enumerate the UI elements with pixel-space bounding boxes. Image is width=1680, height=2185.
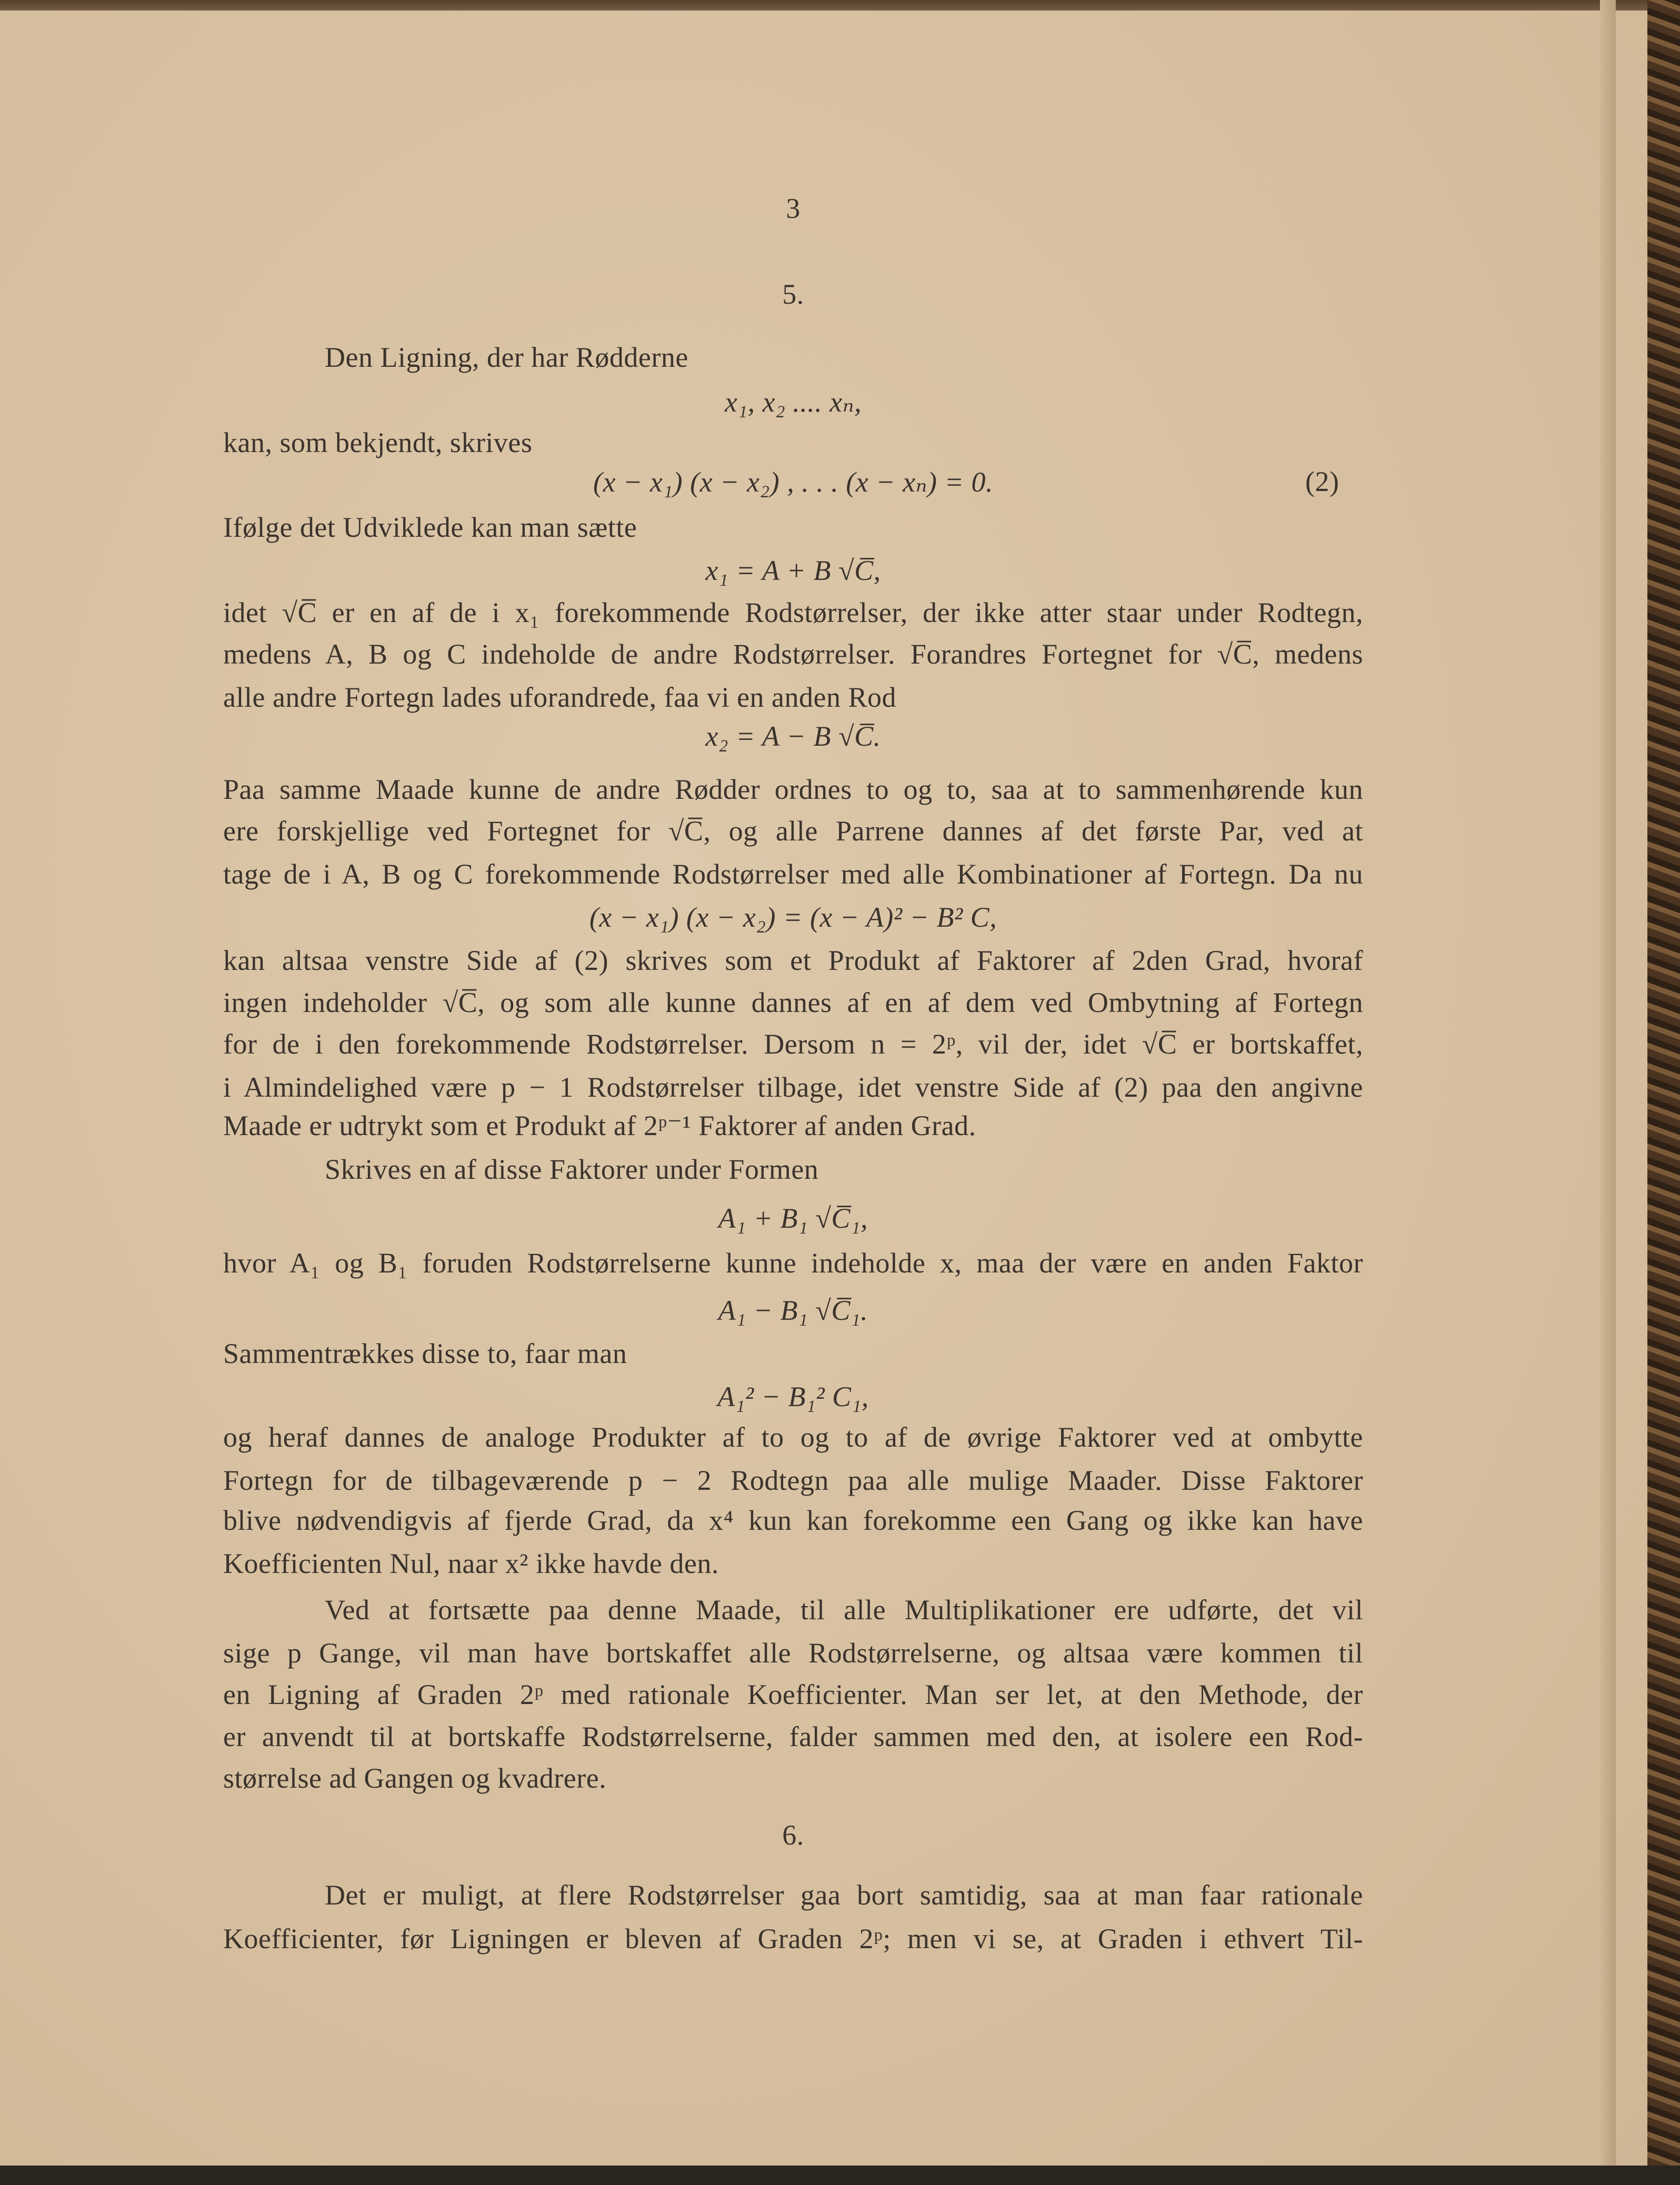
text-line: blive nødvendigvis af fjerde Grad, da x⁴ kun kan forekomme een Gang og ikke kan have: [223, 1505, 1363, 1536]
text-line: Fortegn for de tilbageværende p − 2 Rodtegn paa alle mulige Maader. Disse Faktorer: [223, 1465, 1363, 1496]
page-edge: [1600, 0, 1616, 2185]
text-line: Paa samme Maade kunne de andre Rødder ordnes to og to, saa at to sammenhørende kun: [223, 774, 1363, 805]
text-line: for de i den forekommende Rodstørrelser. Dersom n = 2ᵖ, vil der, idet √C̅ er bortskaffet,: [223, 1028, 1363, 1060]
display-equation: x₁ = A + B √C̅,: [705, 555, 881, 586]
section-heading-5: 5.: [782, 278, 804, 310]
text-line: Maade er udtrykt som et Produkt af 2ᵖ⁻¹ Faktorer af anden Grad.: [223, 1110, 976, 1141]
text-line: kan altsaa venstre Side af (2) skrives som et Produkt af Faktorer af 2den Grad, hvoraf: [223, 945, 1363, 976]
text-line: ere forskjellige ved Fortegnet for √C̅, og alle Parrene dannes af det første Par, ved at: [223, 815, 1363, 847]
text-line: og heraf dannes de analoge Produkter af to og to af de øvrige Faktorer ved at ombytte: [223, 1421, 1363, 1453]
display-equation: (x − x₁) (x − x₂) = (x − A)² − B² C,: [589, 901, 997, 933]
text-line: Sammentrækkes disse to, faar man: [223, 1338, 627, 1369]
display-equation: A₁² − B₁² C₁,: [717, 1381, 869, 1412]
text-line: Ifølge det Udviklede kan man sætte: [223, 512, 637, 543]
text-line: sige p Gange, vil man have bortskaffet alle Rodstørrelserne, og altsaa være kommen til: [223, 1637, 1363, 1669]
display-equation: (x − x₁) (x − x₂) , . . . (x − xₙ) = 0.: [593, 466, 993, 498]
text-line: i Almindelighed være p − 1 Rodstørrelser tilbage, idet venstre Side af (2) paa den angivne: [223, 1071, 1363, 1103]
text-line: Den Ligning, der har Rødderne: [325, 342, 688, 373]
text-line: kan, som bekjendt, skrives: [223, 427, 533, 458]
text-line: hvor A₁ og B₁ foruden Rodstørrelserne kunne indeholde x, maa der være en anden Faktor: [223, 1247, 1363, 1279]
text-line: Ved at fortsætte paa denne Maade, til alle Multiplikationer ere udførte, det vil: [325, 1594, 1363, 1626]
display-equation: A₁ − B₁ √C̅₁.: [718, 1295, 868, 1326]
scan-bottom-edge: [0, 2166, 1680, 2185]
display-equation: x₂ = A − B √C̅.: [705, 720, 881, 752]
page-number: 3: [786, 193, 801, 224]
section-heading-6: 6.: [782, 1819, 804, 1851]
text-line: Koefficienten Nul, naar x² ikke havde den.: [223, 1548, 719, 1579]
book-cover-edge: [1647, 0, 1680, 2185]
equation-label: (2): [1305, 466, 1339, 497]
display-equation: x₁, x₂ .... xₙ,: [724, 386, 862, 418]
display-equation: A₁ + B₁ √C̅₁,: [718, 1202, 868, 1234]
text-line: Det er muligt, at flere Rodstørrelser gaa bort samtidig, saa at man faar rationale: [325, 1879, 1363, 1911]
text-line: Koefficienter, før Ligningen er bleven af Graden 2ᵖ; men vi se, at Graden i ethvert Til-: [223, 1923, 1363, 1955]
text-line: idet √C̅ er en af de i x₁ forekommende Rodstørrelser, der ikke atter staar under Rodtegn,: [223, 597, 1363, 628]
text-line: alle andre Fortegn lades uforandrede, faa vi en anden Rod: [223, 681, 896, 713]
text-line: medens A, B og C indeholde de andre Rodstørrelser. Forandres Fortegnet for √C̅, medens: [223, 638, 1363, 670]
text-line: en Ligning af Graden 2ᵖ med rationale Koefficienter. Man ser let, at den Methode, der: [223, 1679, 1363, 1710]
text-line: størrelse ad Gangen og kvadrere.: [223, 1762, 607, 1794]
text-line: er anvendt til at bortskaffe Rodstørrelserne, falder sammen med den, at isolere een Rod-: [223, 1721, 1363, 1752]
text-line: Skrives en af disse Faktorer under Formen: [325, 1154, 819, 1185]
text-line: ingen indeholder √C̅, og som alle kunne dannes af en af dem ved Ombytning af Fortegn: [223, 987, 1363, 1018]
text-line: tage de i A, B og C forekommende Rodstørrelser med alle Kombinationer af Fortegn. Da nu: [223, 858, 1363, 890]
